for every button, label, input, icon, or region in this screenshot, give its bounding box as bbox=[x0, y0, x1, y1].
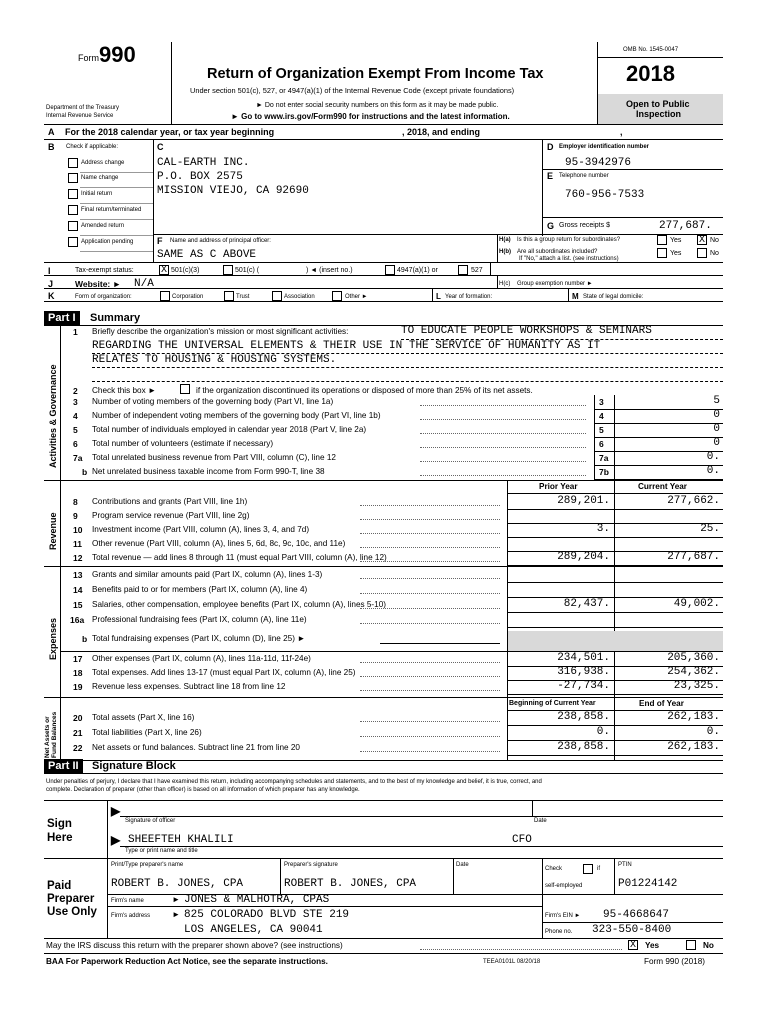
discuss-yes-checkbox[interactable]: X bbox=[629, 940, 636, 951]
gross-receipts-value: 277,687. bbox=[659, 220, 712, 232]
hc-text: Group exemption number ► bbox=[517, 281, 593, 287]
line-num: 21 bbox=[73, 728, 83, 738]
paid-label: Paid bbox=[47, 880, 72, 892]
dept-treasury: Department of the Treasury bbox=[46, 105, 120, 111]
line-a-end: , bbox=[620, 127, 623, 137]
sign-arrow-icon: ▶ bbox=[111, 804, 121, 818]
gov-line-box: 5 bbox=[599, 425, 604, 435]
officer-title: CFO bbox=[512, 834, 532, 846]
current-value: 254,362. bbox=[667, 666, 720, 678]
section-e-heading: Telephone number bbox=[559, 173, 609, 179]
dept-irs: Internal Revenue Service bbox=[46, 113, 114, 119]
prior-value: 82,437. bbox=[563, 598, 610, 610]
b-item-checkbox[interactable] bbox=[68, 158, 78, 168]
col-current-year: Current Year bbox=[638, 482, 687, 491]
org-trust-label: Trust bbox=[236, 294, 250, 300]
gov-line-box: 7b bbox=[599, 467, 609, 477]
form-word: Form bbox=[78, 53, 99, 63]
line16b-num: b bbox=[82, 634, 88, 644]
b-item-label: Final return/terminated bbox=[81, 207, 142, 213]
line-j-label: J bbox=[48, 279, 54, 289]
line-text: Salaries, other compensation, employee benefits (Part IX, column (A), lines 5-10) bbox=[92, 600, 386, 609]
part1-title: Summary bbox=[90, 312, 141, 324]
org-trust-checkbox[interactable] bbox=[224, 291, 234, 301]
gov-line-value: 5 bbox=[713, 395, 720, 407]
line-a-text: For the 2018 calendar year, or tax year beginning bbox=[65, 127, 275, 137]
ha-yes-label: Yes bbox=[670, 237, 682, 244]
line-text: Investment income (Part VIII, column (A), lines 3, 4, and 7d) bbox=[92, 525, 310, 534]
section-g-label: G bbox=[547, 221, 555, 231]
gov-line-value: 0 bbox=[713, 423, 720, 435]
prior-value: 238,858. bbox=[557, 711, 610, 723]
current-value: 25. bbox=[700, 523, 720, 535]
prep-check-caption: Check bbox=[545, 866, 563, 872]
section-f-label: F bbox=[157, 236, 163, 246]
hb-no-checkbox[interactable] bbox=[697, 248, 707, 258]
line-text: Total assets (Part X, line 16) bbox=[92, 713, 195, 722]
discuss-no-label: No bbox=[703, 941, 714, 950]
gov-line-text: Total unrelated business revenue from Part VIII, column (C), line 12 bbox=[92, 453, 336, 462]
gov-line-box: 3 bbox=[599, 397, 604, 407]
line-text: Other expenses (Part IX, column (A), lines 11a-11d, 11f-24e) bbox=[92, 654, 311, 663]
gov-line-num: 5 bbox=[73, 425, 78, 435]
prior-value: 289,204. bbox=[557, 551, 610, 563]
col-eoy: End of Year bbox=[639, 699, 684, 708]
preparer-name: ROBERT B. JONES, CPA bbox=[111, 878, 244, 890]
b-item-label: Amended return bbox=[81, 223, 125, 229]
penalty-line2: complete. Declaration of preparer (other than officer) is based on all information of which preparer has any knowledge. bbox=[46, 787, 360, 793]
gov-line-text: Number of independent voting members of the governing body (Part VI, line 1b) bbox=[92, 411, 381, 420]
firm-addr-arrow-icon: ► bbox=[172, 910, 181, 919]
section-c-label: C bbox=[157, 142, 164, 152]
line-j-text: Website: ► bbox=[75, 279, 122, 289]
sig-officer-caption: Signature of officer bbox=[125, 818, 176, 824]
section-d-label: D bbox=[547, 142, 554, 152]
org-other-checkbox[interactable] bbox=[332, 291, 342, 301]
current-value: 49,002. bbox=[673, 598, 720, 610]
line2-text-b: if the organization discontinued its operations or disposed of more than 25% of its net assets. bbox=[196, 386, 533, 395]
current-value: 262,183. bbox=[667, 711, 720, 723]
prior-value: 316,938. bbox=[557, 666, 610, 678]
side-net-assets-b: Fund Balances bbox=[51, 711, 58, 758]
section-e-label: E bbox=[547, 171, 554, 181]
form-code: TEEA0101L 08/20/18 bbox=[483, 959, 541, 965]
phone-caption: Phone no. bbox=[545, 929, 573, 935]
line-num: 22 bbox=[73, 743, 83, 753]
line-num: 17 bbox=[73, 654, 83, 664]
discuss-no-checkbox[interactable] bbox=[686, 940, 696, 950]
hc-label: H(c) bbox=[499, 281, 511, 287]
use-only-label: Use Only bbox=[47, 906, 97, 918]
mission-line2: REGARDING THE UNIVERSAL ELEMENTS & THEIR USE IN THE SERVICE OF HUMANITY AS IT bbox=[92, 340, 601, 352]
prior-value: 3. bbox=[596, 523, 610, 535]
b-item-checkbox[interactable] bbox=[68, 237, 78, 247]
line-num: 16a bbox=[70, 615, 85, 625]
hb-yes-label: Yes bbox=[670, 250, 682, 257]
line-a-mid: , 2018, and ending bbox=[402, 127, 481, 137]
line-k-label: K bbox=[48, 291, 55, 301]
line-num: 15 bbox=[73, 600, 83, 610]
b-item-label: Name change bbox=[81, 175, 119, 181]
side-revenue: Revenue bbox=[48, 512, 58, 550]
omb-number: OMB No. 1545-0047 bbox=[623, 47, 679, 53]
status-4947-label: 4947(a)(1) or bbox=[397, 267, 438, 274]
line-l-label: L bbox=[436, 292, 441, 301]
gov-line-text: Number of voting members of the governing body (Part VI, line 1a) bbox=[92, 397, 334, 406]
prep-name-caption: Print/Type preparer's name bbox=[111, 862, 184, 868]
gov-line-value: 0. bbox=[706, 451, 720, 463]
prep-if-caption: if bbox=[597, 866, 600, 872]
org-city: MISSION VIEJO, CA 92690 bbox=[157, 185, 309, 197]
here-label: Here bbox=[47, 832, 73, 844]
self-employed-checkbox[interactable] bbox=[583, 864, 593, 874]
current-value: 277,662. bbox=[667, 495, 720, 507]
current-value: 277,687. bbox=[667, 551, 720, 563]
preparer-phone: 323-550-8400 bbox=[592, 924, 672, 936]
line-m-text: State of legal domicile: bbox=[583, 294, 644, 300]
gov-line-num: 3 bbox=[73, 397, 78, 407]
line-num: 13 bbox=[73, 570, 83, 580]
org-corporation-checkbox[interactable] bbox=[160, 291, 170, 301]
line-text: Other revenue (Part VIII, column (A), lines 5, 6d, 8c, 9c, 10c, and 11e) bbox=[92, 539, 346, 548]
line16b-shade bbox=[508, 631, 723, 651]
mission-line3: RELATES TO HOUSING & HOUSING SYSTEMS. bbox=[92, 354, 337, 366]
gov-line-box: 4 bbox=[599, 411, 604, 421]
baa-notice: BAA For Paperwork Reduction Act Notice, see the separate instructions. bbox=[46, 957, 328, 966]
line-i-text: Tax-exempt status: bbox=[75, 267, 134, 274]
line-num: 9 bbox=[73, 511, 78, 521]
section-b-label: B bbox=[48, 142, 55, 152]
line-text: Total liabilities (Part X, line 26) bbox=[92, 728, 202, 737]
line-num: 10 bbox=[73, 525, 83, 535]
line1-num: 1 bbox=[73, 327, 78, 337]
status-501c3-checkbox[interactable]: X bbox=[160, 265, 167, 276]
ha-text: Is this a group return for subordinates? bbox=[517, 237, 621, 243]
line2-text-a: Check this box ► bbox=[92, 386, 157, 395]
line-text: Contributions and grants (Part VIII, line 1h) bbox=[92, 497, 248, 506]
firm-address-1: 825 COLORADO BLVD STE 219 bbox=[184, 909, 350, 921]
org-association-label: Association bbox=[284, 294, 315, 300]
line-m-label: M bbox=[572, 292, 579, 301]
principal-officer: SAME AS C ABOVE bbox=[157, 249, 257, 261]
line-i-label: I bbox=[48, 266, 51, 276]
firm-name: JONES & MALHOTRA, CPAS bbox=[184, 894, 330, 906]
gov-line-value: 0. bbox=[706, 465, 720, 477]
hb-no-label: No bbox=[710, 250, 719, 257]
prep-self-caption: self-employed bbox=[545, 883, 583, 889]
firm-name-caption: Firm's name bbox=[111, 898, 144, 904]
gov-line-num: 4 bbox=[73, 411, 78, 421]
gross-receipts-label: Gross receipts $ bbox=[559, 222, 610, 229]
line-num: 20 bbox=[73, 713, 83, 723]
line-num: 14 bbox=[73, 585, 83, 595]
line-num: 12 bbox=[73, 553, 83, 563]
hb-yes-checkbox[interactable] bbox=[657, 248, 667, 258]
line-text: Total expenses. Add lines 13-17 (must equal Part IX, column (A), line 25) bbox=[92, 668, 356, 677]
line-num: 18 bbox=[73, 668, 83, 678]
sign-label: Sign bbox=[47, 818, 72, 830]
firm-address-2: LOS ANGELES, CA 90041 bbox=[184, 924, 323, 936]
line-text: Net assets or fund balances. Subtract line 21 from line 20 bbox=[92, 743, 300, 752]
prior-value: 0. bbox=[596, 726, 610, 738]
firm-ein: 95-4668647 bbox=[603, 909, 670, 921]
prior-value: -27,734. bbox=[557, 680, 610, 692]
line-text: Professional fundraising fees (Part IX, column (A), line 11e) bbox=[92, 615, 307, 624]
b-item-checkbox[interactable] bbox=[68, 173, 78, 183]
gov-line-text: Net unrelated business taxable income from Form 990-T, line 38 bbox=[92, 467, 325, 476]
mission-line1: TO EDUCATE PEOPLE WORKSHOPS & SEMINARS bbox=[401, 325, 652, 337]
org-street: P.O. BOX 2575 bbox=[157, 171, 243, 183]
website-value: N/A bbox=[134, 278, 154, 290]
gov-line-text: Total number of volunteers (estimate if necessary) bbox=[92, 439, 274, 448]
tax-year: 2018 bbox=[626, 61, 675, 86]
b-item-checkbox[interactable] bbox=[68, 221, 78, 231]
line-num: 8 bbox=[73, 497, 78, 507]
part2-label: Part II bbox=[44, 759, 83, 773]
col-prior-year: Prior Year bbox=[539, 482, 578, 491]
gov-line-text: Total number of individuals employed in calendar year 2018 (Part V, line 2a) bbox=[92, 425, 367, 434]
firm-name-arrow-icon: ► bbox=[172, 895, 181, 904]
col-boy: Beginning of Current Year bbox=[509, 700, 596, 707]
prep-sig-caption: Preparer's signature bbox=[284, 862, 338, 868]
line16b-text: Total fundraising expenses (Part IX, column (D), line 25) ► bbox=[92, 634, 306, 643]
section-f-heading: Name and address of principal officer: bbox=[170, 238, 271, 244]
status-501c-checkbox[interactable] bbox=[223, 265, 233, 275]
form-subtitle: Under section 501(c), 527, or 4947(a)(1) of the Internal Revenue Code (except private foundations) bbox=[190, 86, 515, 95]
open-public: Open to Public bbox=[626, 99, 690, 109]
section-d-heading: Employer identification number bbox=[559, 144, 650, 150]
side-expenses: Expenses bbox=[48, 617, 58, 660]
preparer-label: Preparer bbox=[47, 893, 95, 905]
b-item-checkbox[interactable] bbox=[68, 189, 78, 199]
current-value: 205,360. bbox=[667, 652, 720, 664]
ein-value: 95-3942976 bbox=[565, 157, 632, 169]
gov-line-num: b bbox=[82, 467, 88, 477]
penalty-line1: Under penalties of perjury, I declare that I have examined this return, including accompanying schedules and statements, and to the best of my knowledge and belief, it is true, correct, and bbox=[46, 779, 542, 785]
status-501c3-label: 501(c)(3) bbox=[171, 267, 200, 274]
discuss-yes-label: Yes bbox=[645, 941, 660, 950]
gov-line-value: 0 bbox=[713, 409, 720, 421]
form-title: Return of Organization Exempt From Income Tax bbox=[207, 66, 544, 82]
status-527-label: 527 bbox=[471, 267, 483, 274]
hb-text: Are all subordinates included? bbox=[517, 249, 598, 255]
line-text: Benefits paid to or for members (Part IX, column (A), line 4) bbox=[92, 585, 308, 594]
hb-note: If "No," attach a list. (see instructions) bbox=[519, 256, 619, 262]
org-other-label: Other ► bbox=[345, 294, 368, 300]
prior-value: 289,201. bbox=[557, 495, 610, 507]
line-text: Program service revenue (Part VIII, line 2g) bbox=[92, 511, 250, 520]
prep-ptin-caption: PTIN bbox=[618, 862, 632, 868]
ha-label: H(a) bbox=[499, 237, 511, 243]
line-text: Grants and similar amounts paid (Part IX, column (A), lines 1-3) bbox=[92, 570, 323, 579]
status-4947-checkbox[interactable] bbox=[385, 265, 395, 275]
org-name: CAL-EARTH INC. bbox=[157, 157, 250, 169]
b-item-checkbox[interactable] bbox=[68, 205, 78, 215]
preparer-signature: ROBERT B. JONES, CPA bbox=[284, 878, 417, 890]
gov-line-box: 6 bbox=[599, 439, 604, 449]
gov-line-num: 6 bbox=[73, 439, 78, 449]
part2-title: Signature Block bbox=[92, 760, 176, 772]
form-ref: Form 990 (2018) bbox=[644, 957, 705, 966]
b-item-label: Address change bbox=[81, 160, 125, 166]
notice-instructions: ► Go to www.irs.gov/Form990 for instructions and the latest information. bbox=[231, 112, 510, 121]
line-num: 19 bbox=[73, 682, 83, 692]
current-value: 23,325. bbox=[673, 680, 720, 692]
officer-name: SHEEFTEH KHALILI bbox=[128, 834, 234, 846]
phone-value: 760-956-7533 bbox=[565, 189, 645, 201]
side-net-assets-a: Net Assets or bbox=[44, 716, 51, 758]
ha-no-label: No bbox=[710, 237, 719, 244]
name-arrow-icon: ▶ bbox=[111, 833, 121, 847]
status-527-checkbox[interactable] bbox=[458, 265, 468, 275]
form-number: 990 bbox=[99, 42, 136, 67]
prior-value: 238,858. bbox=[557, 741, 610, 753]
current-value: 262,183. bbox=[667, 741, 720, 753]
status-501c-label: 501(c) ( bbox=[235, 267, 260, 274]
part1-label: Part I bbox=[44, 311, 80, 325]
section-b-heading: Check if applicable: bbox=[66, 144, 119, 150]
ha-yes-checkbox[interactable] bbox=[657, 235, 667, 245]
preparer-ptin: P01224142 bbox=[618, 878, 678, 890]
org-corporation-label: Corporation bbox=[172, 294, 204, 300]
line-a-label: A bbox=[48, 127, 55, 137]
line-text: Revenue less expenses. Subtract line 18 from line 12 bbox=[92, 682, 286, 691]
line-k-text: Form of organization: bbox=[75, 294, 132, 300]
notice-ssn: ► Do not enter social security numbers on this form as it may be made public. bbox=[256, 102, 499, 109]
line2-checkbox[interactable] bbox=[180, 384, 190, 394]
gov-line-value: 0 bbox=[713, 437, 720, 449]
org-association-checkbox[interactable] bbox=[272, 291, 282, 301]
inspection: Inspection bbox=[636, 109, 682, 119]
hb-label: H(b) bbox=[499, 249, 511, 255]
side-activities: Activities & Governance bbox=[48, 364, 58, 468]
status-insert-no: ) ◄ (insert no.) bbox=[306, 267, 353, 274]
line2-num: 2 bbox=[73, 386, 78, 396]
b-item-label: Application pending bbox=[81, 239, 134, 245]
line-text: Total revenue — add lines 8 through 11 (must equal Part VIII, column (A), line 12) bbox=[92, 553, 387, 562]
line-num: 11 bbox=[73, 539, 82, 549]
gov-line-box: 7a bbox=[599, 453, 609, 463]
line1-text: Briefly describe the organization's mission or most significant activities: bbox=[92, 327, 349, 336]
prior-value: 234,501. bbox=[557, 652, 610, 664]
type-name-caption: Type or print name and title bbox=[125, 848, 198, 854]
firm-addr-caption: Firm's address bbox=[111, 913, 151, 919]
line-l-text: Year of formation: bbox=[445, 294, 493, 300]
ha-no-checkbox[interactable]: X bbox=[698, 235, 705, 246]
discuss-question: May the IRS discuss this return with the preparer shown above? (see instructions) bbox=[46, 941, 343, 950]
firm-ein-caption: Firm's EIN ► bbox=[545, 913, 581, 919]
b-item-label: Initial return bbox=[81, 191, 113, 197]
gov-line-num: 7a bbox=[73, 453, 83, 463]
current-value: 0. bbox=[706, 726, 720, 738]
prep-date-caption: Date bbox=[456, 862, 469, 868]
sig-date-caption: Date bbox=[534, 818, 547, 824]
